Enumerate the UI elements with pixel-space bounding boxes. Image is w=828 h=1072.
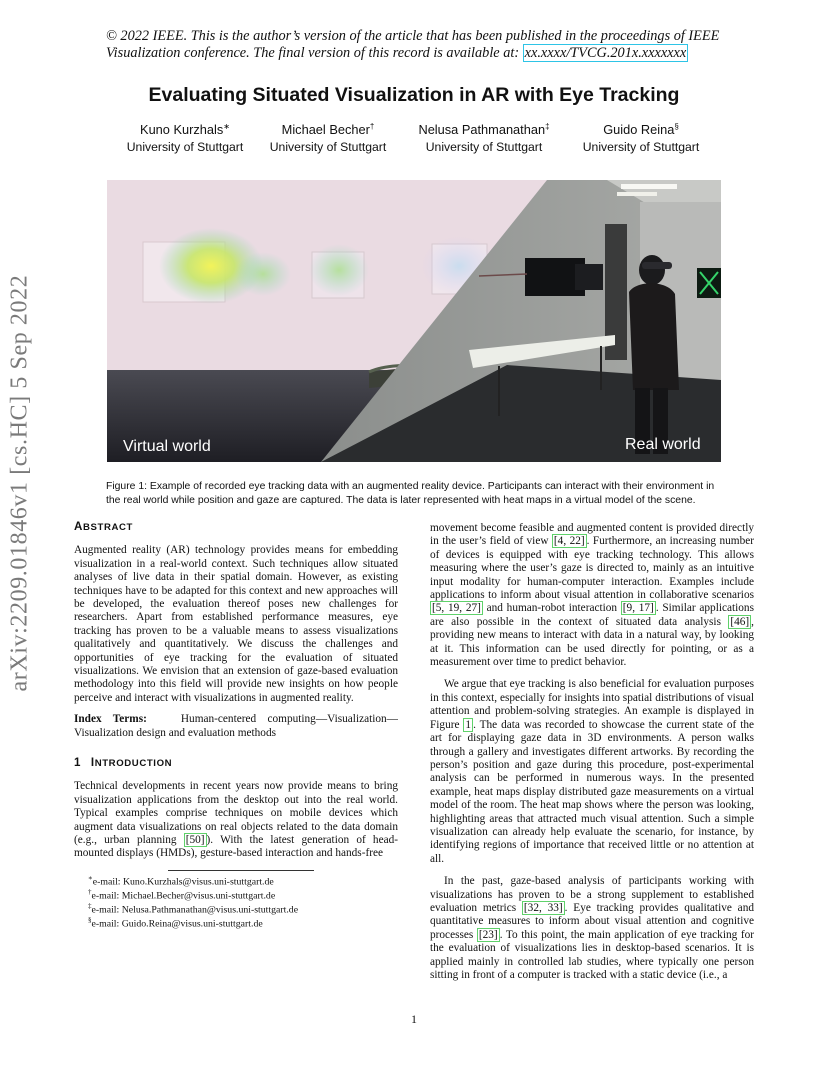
right-paragraph-2: We argue that eye tracking is also beneficial for evaluation purposes in this context, especially for insights into spatial distributions of visual attention and problem-solving strategies. An example is displayed in Figure 1 . The data was recorded to showcase the current state of the art for displaying gaze data in 3D environments. A person walks through a gallery and investigates different artworks. By recording the person’s position and gaze during this procedure, post-experimental analysis can be performed in numerous ways. In the presented example, heat maps display distributed gaze measurements on a virtual model of the room. The heat map shows where the person was looking, highlighting areas that attracted much visual attention. Such a simple visualization can already help evaluate the scenario, for instance, by identifying regions of importance that received little or no attention at all. bbox=[430, 678, 754, 865]
right-column bbox=[430, 522, 754, 982]
figure-ref-link[interactable]: 1 bbox=[465, 718, 472, 731]
author-affiliation: University of Stuttgart bbox=[582, 140, 700, 155]
citation-link[interactable]: [46] bbox=[730, 615, 750, 628]
right-paragraph-3: In the past, gaze-based analysis of participants working with visualizations has proven to be a strong supplement to established evaluation metrics [32, 33] . Eye tracking provides qualitative and quantitative measures to inform about visual attention and cognitive processes [23] . To this point, the main application of eye tracking for the evaluation of visualizations lies in desktop-based scenarios. It is applied mainly in controlled lab studies, where typically one person sitting in front of a computer is tracked with a static device (i.e., a bbox=[430, 875, 755, 981]
footnote-1: ∗e-mail: Kuno.Kurzhals@visus.uni-stuttgart.de bbox=[88, 874, 274, 888]
citation-link[interactable]: [5, 19, 27] bbox=[432, 602, 481, 615]
author-affiliation: University of Stuttgart bbox=[126, 140, 244, 155]
index-terms-text: Human-centered computing—Visualization—Visualization design and evaluation methods bbox=[74, 713, 398, 739]
figure-caption: Figure 1: Example of recorded eye tracking data with an augmented reality device. Participants can interact with their environment in the real world while position and gaze are captured. The data is later represented with heat maps in a virtual model of the scene. bbox=[106, 481, 715, 506]
page-number: 1 bbox=[411, 1012, 417, 1026]
author-name: Kuno Kurzhals bbox=[140, 122, 224, 138]
author-affiliation: University of Stuttgart bbox=[425, 140, 543, 155]
introduction-section bbox=[74, 756, 398, 861]
author-4 bbox=[551, 118, 731, 156]
abstract-section bbox=[74, 520, 398, 740]
author-name: Michael Becher bbox=[281, 122, 370, 138]
index-terms-label: Index Terms: bbox=[74, 713, 147, 726]
paper-title: Evaluating Situated Visualization in AR with Eye Tracking bbox=[148, 84, 680, 106]
citation-link[interactable]: [50] bbox=[185, 834, 205, 847]
author-mark: ∗ bbox=[223, 122, 230, 131]
introduction-heading: 1 INTRODUCTION bbox=[74, 756, 173, 769]
copyright-notice bbox=[106, 28, 726, 62]
abstract-text: Augmented reality (AR) technology provides means for embedding visualization in a real-world context. Such techniques allow situated analyses of live data in their spatial domain. However, as existing techniques have to be adapted for this context and new approaches will be developed, the evaluation thereof poses new challenges for researchers. Apart from established performance measures, eye tracking has proven to be a valuable means to assess visualizations qualitatively and quantitatively. We discuss the challenges and opportunities of eye tracking for the evaluation of situated visualizations. We envision that an extension of gaze-based evaluation methodology into this field will provide new insights on how people perceive and interact with visualizations in augmented reality. bbox=[74, 544, 398, 704]
virtual-world-label: Virtual world bbox=[123, 438, 211, 455]
notice-text: © 2022 IEEE. This is the author’s version of the article that has been published in the proceedings of IEEE Visualization conference. The final version of this record is available at: bbox=[106, 28, 720, 61]
doi-link[interactable]: xx.xxxx/TVCG.201x.xxxxxxx bbox=[524, 45, 687, 61]
index-terms bbox=[74, 713, 398, 740]
author-affiliation: University of Stuttgart bbox=[269, 140, 387, 155]
author-mark: § bbox=[674, 122, 679, 131]
citation-link[interactable]: [23] bbox=[478, 928, 498, 941]
figure-1-image bbox=[107, 180, 721, 462]
footnote-3: ‡e-mail: Nelusa.Pathmanathan@visus.uni-stuttgart.de bbox=[88, 902, 299, 916]
author-2 bbox=[238, 118, 418, 156]
real-world-label: Real world bbox=[625, 436, 701, 453]
citation-link[interactable]: [4, 22] bbox=[553, 535, 585, 548]
citation-link[interactable]: [32, 33] bbox=[523, 901, 563, 914]
intro-paragraph-1: Technical developments in recent years now provide means to bring visualization applications from the desktop out into the real world. Typical examples comprise techniques on mobile devices which augment data visualizations on real objects related to the data domain (e.g., urban planning [50] ). With the latest generation of head-mounted displays (HMDs), gesture-based interaction and hands-free bbox=[74, 780, 399, 860]
author-name: Nelusa Pathmanathan bbox=[418, 122, 546, 138]
author-name: Guido Reina bbox=[603, 122, 675, 138]
figure-scene bbox=[107, 180, 721, 462]
author-3 bbox=[394, 118, 574, 156]
footnote-4: §e-mail: Guido.Reina@visus.uni-stuttgart.de bbox=[88, 916, 263, 930]
arxiv-stamp: arXiv:2209.01846v1 [cs.HC] 5 Sep 2022 bbox=[6, 274, 33, 692]
right-paragraph-1: movement become feasible and augmented content is provided directly in the user’s field of view [4, 22] . Furthermore, an increasing number of devices is equipped with eye tracking technology. This allows measuring where the user’s gaze is directed to, mainly as an intuitive input modality for human-computer interaction. Examples include applications to inform about visual attention in collaborative scenarios [5, 19, 27] and human-robot interaction [9, 17] . Similar applications are also possible in the context of situated data analysis [46] , providing new means to interact with data in a natural way, by looking at it. This information can be used directly for pointing, or as a measurement over time to predict behavior. bbox=[430, 522, 755, 669]
abstract-heading: ABSTRACT bbox=[74, 520, 134, 533]
author-mark: † bbox=[369, 122, 375, 131]
footnote-2: †e-mail: Michael.Becher@visus.uni-stuttgart.de bbox=[88, 888, 276, 902]
citation-link[interactable]: [9, 17] bbox=[622, 602, 654, 615]
footnote-rule bbox=[168, 870, 314, 871]
author-mark: ‡ bbox=[545, 122, 550, 131]
